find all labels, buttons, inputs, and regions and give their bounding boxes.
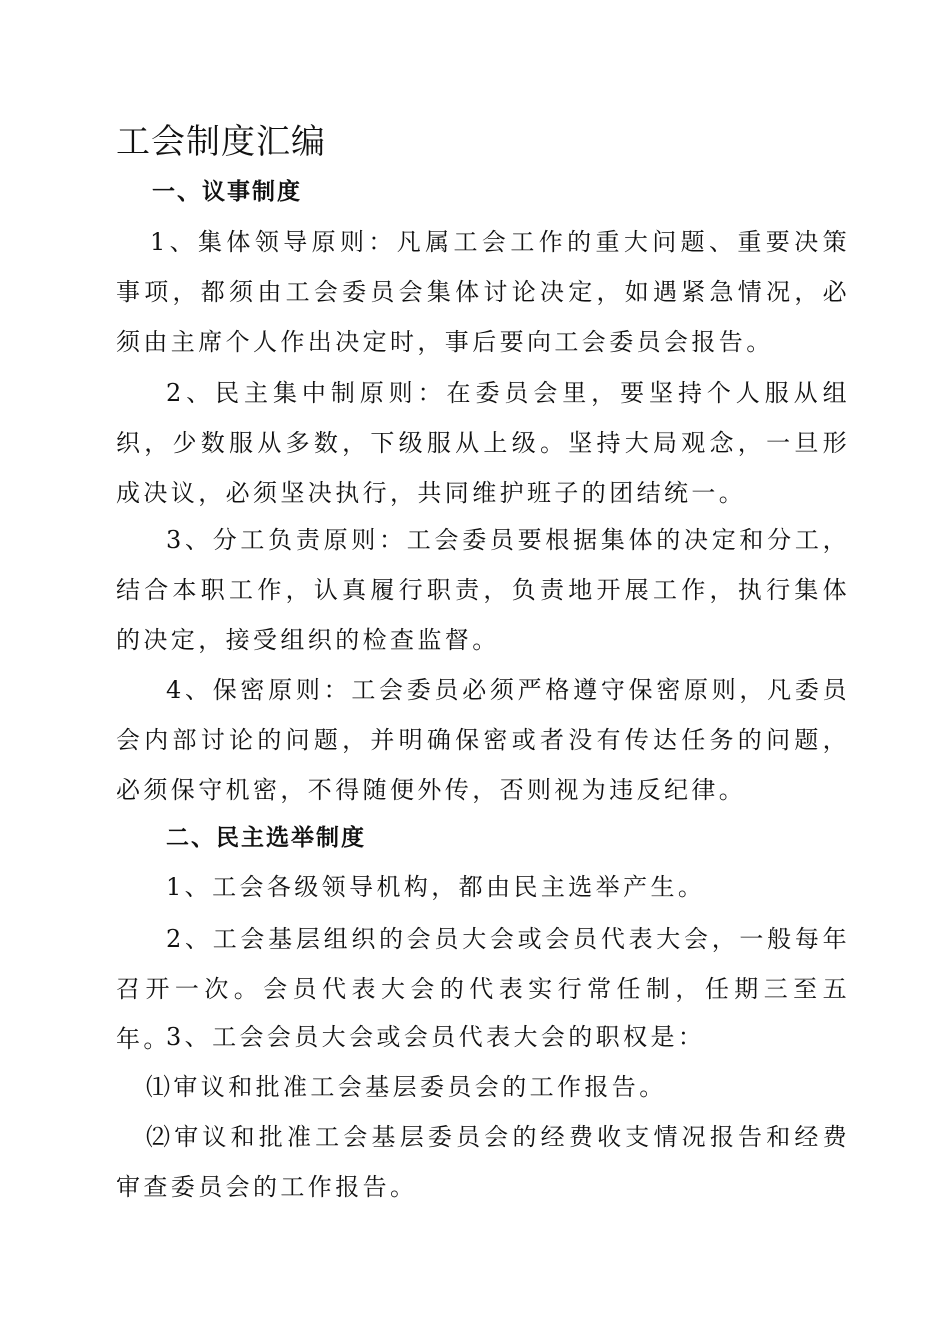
paragraph: ⑵审议和批准工会基层委员会的经费收支情况报告和经费审查委员会的工作报告。 xyxy=(116,1123,850,1201)
paragraph: 3、工会会员大会或会员代表大会的职权是： xyxy=(166,1023,706,1051)
document-title: 工会制度汇编 xyxy=(116,122,326,162)
paragraph: 3、分工负责原则：工会委员要根据集体的决定和分工，结合本职工作，认真履行职责，负责地开展工作，执行集体的决定，接受组织的检查监督。 xyxy=(116,526,850,654)
section-heading-rules-of-procedure: 一、议事制度 xyxy=(152,178,302,205)
section-heading-democratic-election: 二、民主选举制度 xyxy=(166,824,366,851)
paragraph: 2、工会基层组织的会员大会或会员代表大会，一般每年召开一次。会员代表大会的代表实行常任制，任期三至五年。 xyxy=(116,925,850,1053)
paragraph: 1、集体领导原则：凡属工会工作的重大问题、重要决策事项，都须由工会委员会集体讨论决定，如遇紧急情况，必须由主席个人作出决定时，事后要向工会委员会报告。 xyxy=(116,228,850,356)
paragraph: 1、工会各级领导机构，都由民主选举产生。 xyxy=(166,873,706,901)
paragraph: 4、保密原则：工会委员必须严格遵守保密原则，凡委员会内部讨论的问题，并明确保密或者没有传达任务的问题，必须保守机密，不得随便外传，否则视为违反纪律。 xyxy=(116,676,850,804)
paragraph: 2、民主集中制原则：在委员会里，要坚持个人服从组织，少数服从多数，下级服从上级。坚持大局观念，一旦形成决议，必须坚决执行，共同维护班子的团结统一。 xyxy=(116,379,850,507)
paragraph: ⑴审议和批准工会基层委员会的工作报告。 xyxy=(146,1073,667,1101)
